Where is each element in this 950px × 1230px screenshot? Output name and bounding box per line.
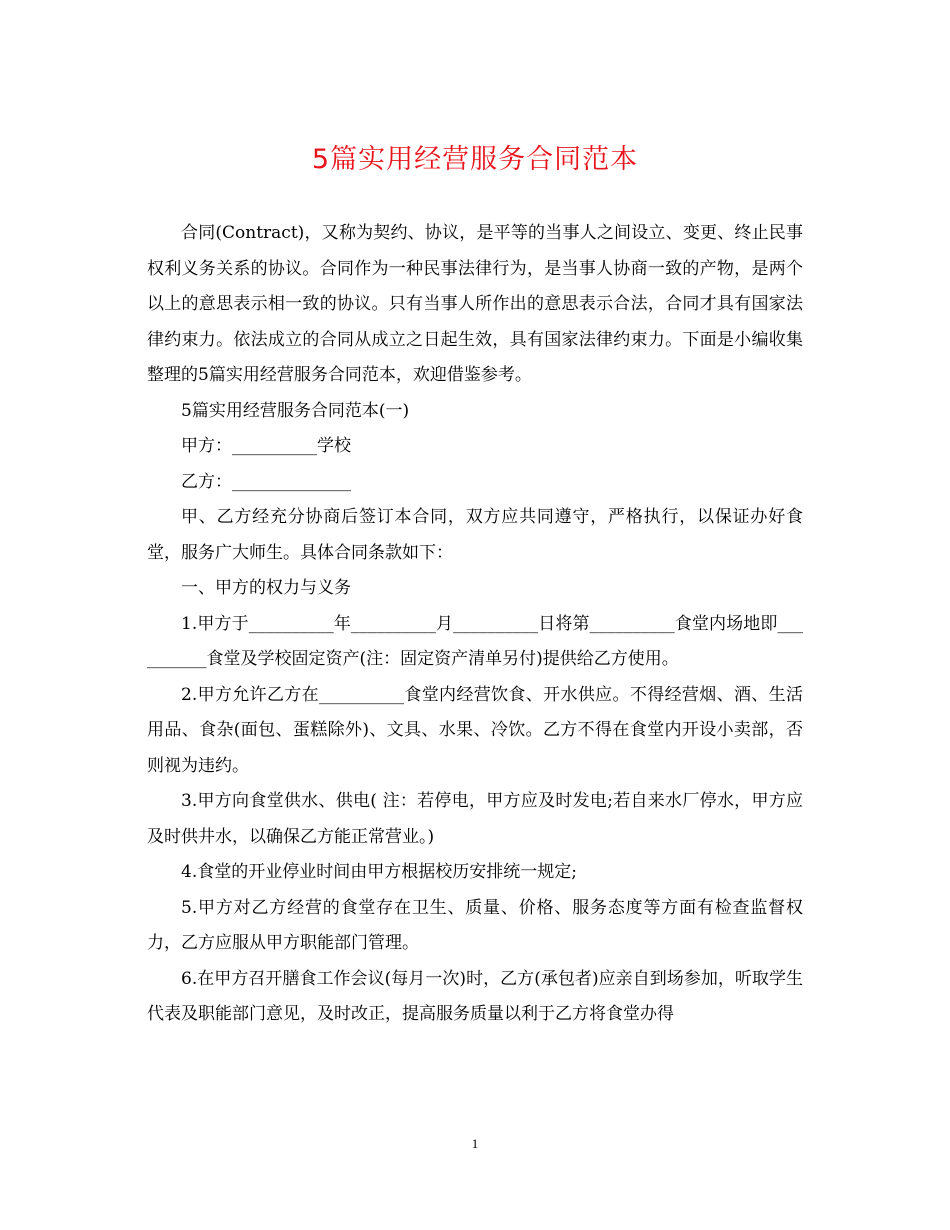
section-heading: 5篇实用经营服务合同范本(一) bbox=[181, 400, 410, 421]
agreement-paragraph: 甲、乙方经充分协商后签订本合同，双方应共同遵守，严格执行，以保证办好食堂，服务广大师生。具体合同条款如下： bbox=[147, 507, 803, 563]
clause-item-5: 5.甲方对乙方经营的食堂存在卫生、质量、价格、服务态度等方面有检查监督权力，乙方应服从甲方职能部门管理。 bbox=[147, 897, 803, 953]
document-body bbox=[147, 216, 803, 1033]
clause-item-3: 3.甲方向食堂供水、供电( 注：若停电，甲方应及时发电;若自来水厂停水，甲方应及时供井水，以确保乙方能正常营业。) bbox=[147, 791, 803, 847]
page-number: 1 bbox=[471, 1136, 479, 1151]
clause-heading: 一、甲方的权力与义务 bbox=[181, 578, 351, 598]
document-title: 5篇实用经营服务合同范本 bbox=[311, 144, 639, 175]
clause-item-4: 4.食堂的开业停业时间由甲方根据校历安排统一规定; bbox=[181, 862, 577, 882]
party-a-line: 甲方：__________学校 bbox=[181, 436, 351, 456]
clause-item-6: 6.在甲方召开膳食工作会议(每月一次)时，乙方(承包者)应亲自到场参加，听取学生代表及职能部门意见，及时改正，提高服务质量以利于乙方将食堂办得 bbox=[147, 968, 803, 1024]
party-b-line: 乙方：______________ bbox=[181, 471, 351, 492]
clause-item-2: 2.甲方允许乙方在__________食堂内经营饮食、开水供应。不得经营烟、酒、生活用品、食杂(面包、蛋糕除外)、文具、水果、冷饮。乙方不得在食堂内开设小卖部，否则视为违约。 bbox=[147, 684, 803, 776]
clause-item-1: 1.甲方于__________年__________月__________日将第__________食堂内场地即__________食堂及学校固定资产(注：固定资产清单另付)提供给乙方使用。 bbox=[147, 613, 803, 669]
intro-paragraph: 合同(Contract)，又称为契约、协议，是平等的当事人之间设立、变更、终止民事权利义务关系的协议。合同作为一种民事法律行为，是当事人协商一致的产物，是两个以上的意思表示相一致的协议。只有当事人所作出的意思表示合法，合同才具有国家法律约束力。依法成立的合同从成立之日起生效，具有国家法律约束力。下面是小编收集整理的5篇实用经营服务合同范本，欢迎借鉴参考。 bbox=[147, 223, 803, 385]
